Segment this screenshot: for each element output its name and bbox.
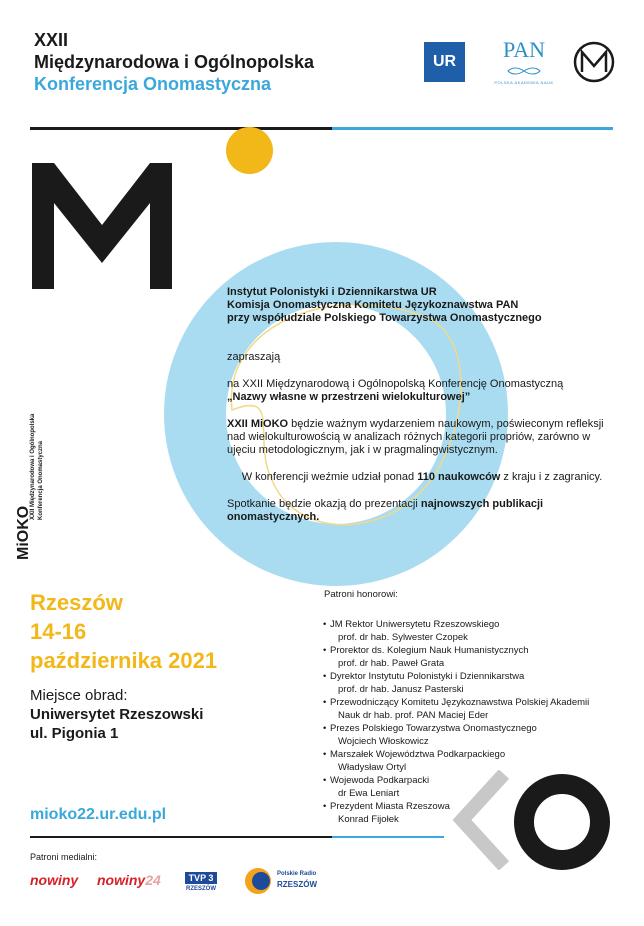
patron-name: Nauk dr hab. prof. PAN Maciej Eder <box>338 710 489 721</box>
conference-theme: „Nazwy własne w przestrzeni wielokulturowej” <box>227 391 471 403</box>
pan-infinity-icon <box>504 67 544 75</box>
patron-role: • Wojewoda Podkarpacki <box>330 775 430 786</box>
p2-text-b: z kraju i z zagranicy. <box>500 471 603 483</box>
nowiny24-number: 24 <box>145 872 161 888</box>
radio-city: RZESZÓW <box>277 880 317 889</box>
nowiny-logo: nowiny <box>30 872 79 888</box>
vertical-title-line-1: XXII Międzynarodowa i Ogólnopolska <box>30 413 36 520</box>
footer-rule-black <box>30 836 332 838</box>
organizer-2: Komisja Onomastyczna Komitetu Językoznawstwa PAN <box>227 299 519 311</box>
ur-logo: UR <box>424 42 465 82</box>
patron-name: prof. dr hab. Janusz Pasterski <box>338 684 464 695</box>
patrons-heading: Patroni honorowi: <box>324 589 398 600</box>
title-line-2: Międzynarodowa i Ogólnopolska <box>34 52 315 72</box>
list-item <box>324 618 614 644</box>
patron-name: Wojciech Włoskowicz <box>338 736 429 747</box>
yellow-dot <box>226 127 273 174</box>
tvp3-subtitle: RZESZÓW <box>186 886 216 892</box>
venue-name: Uniwersytet Rzeszowski <box>30 706 204 723</box>
vertical-title <box>29 414 45 520</box>
nowiny24-logo <box>97 872 161 888</box>
mioko-vertical-logo: MiOKO <box>15 505 32 560</box>
invitation-text <box>227 286 617 538</box>
tvp3-logo <box>182 868 220 898</box>
p1-text: będzie ważnym wydarzeniem naukowym, poświeconym refleksji nad wielokulturowością w analizach różnych kategorii propriów, zarówno w ujęciu metodologicznym, jak i w pragmalingwistycznym. <box>227 418 604 456</box>
big-m-graphic <box>32 163 172 289</box>
tvp3-box: TVP 3 <box>185 872 218 884</box>
radio-name: Polskie Radio <box>277 871 317 877</box>
p2-text-a: W konferencji weźmie udział ponad <box>241 471 418 483</box>
invite-word: zapraszają <box>227 351 281 363</box>
p3-text-a: Spotkanie będzie okazją do prezentacji <box>227 498 421 510</box>
list-item <box>324 670 614 696</box>
logos <box>422 37 618 85</box>
list-item <box>324 644 614 670</box>
p3-bold: najnowszych publikacji onomastycznych. <box>227 498 544 523</box>
polskie-radio-logo <box>245 868 325 898</box>
patron-name: Konrad Fijołek <box>338 814 399 825</box>
patron-name: Władysław Ortyl <box>338 762 407 773</box>
event-month: października 2021 <box>30 648 218 673</box>
conference-title <box>34 29 314 95</box>
gray-chevron-graphic <box>452 770 512 870</box>
patron-role: • JM Rektor Uniwersytetu Rzeszowskiego <box>330 619 500 630</box>
pto-monogram-icon <box>572 40 616 84</box>
vertical-title-line-2: Konferencja Onomastyczna <box>38 440 44 520</box>
patron-role: • Dyrektor Instytutu Polonistyki i Dziennikarstwa <box>330 671 525 682</box>
header-rule-black <box>30 127 332 130</box>
patron-role: • Prezydent Miasta Rzeszowa <box>330 801 450 812</box>
patron-name: prof. dr hab. Sylwester Czopek <box>338 632 468 643</box>
nowiny24-text: nowiny <box>97 872 146 888</box>
title-line-1: XXII <box>34 30 69 50</box>
venue <box>30 686 203 743</box>
pan-logo <box>494 37 554 85</box>
pan-logo-text: PAN <box>503 37 545 62</box>
patron-role: • Prezes Polskiego Towarzystwa Onomastycznego <box>330 723 537 734</box>
patron-role: • Przewodniczący Komitetu Językoznawstwa Polskiej Akademii <box>330 697 590 708</box>
p2-bold: 110 naukowców <box>417 471 501 483</box>
patron-name: dr Ewa Leniart <box>338 788 400 799</box>
patron-name: prof. dr hab. Paweł Grata <box>338 658 445 669</box>
p1-bold: XXII MiOKO <box>227 418 289 430</box>
organizer-1: Instytut Polonistyki i Dziennikarstwa UR <box>227 286 437 298</box>
organizer-3: przy współudziale Polskiego Towarzystwa Onomastycznego <box>227 312 542 324</box>
list-item <box>324 696 614 722</box>
footer-rule-blue <box>332 836 444 838</box>
pan-logo-subtitle: POLSKA AKADEMIA NAUK <box>494 80 554 85</box>
patron-role: • Prorektor ds. Kolegium Nauk Humanistycznych <box>330 645 529 656</box>
header-rule-blue <box>332 127 613 130</box>
vertical-caption <box>15 360 55 560</box>
radio-inner-circle-icon <box>252 872 270 890</box>
patron-role: • Marszałek Województwa Podkarpackiego <box>330 749 506 760</box>
conference-line: na XXII Międzynarodową i Ogólnopolską Konferencję Onomastyczną <box>227 378 564 390</box>
event-place-date <box>30 588 217 675</box>
venue-label: Miejsce obrad: <box>30 687 128 704</box>
media-patrons-label: Patroni medialni: <box>30 852 98 862</box>
black-o-graphic <box>512 772 612 872</box>
event-dates: 14-16 <box>30 619 87 644</box>
list-item <box>324 722 614 748</box>
title-line-3: Konferencja Onomastyczna <box>34 74 272 94</box>
website-link[interactable]: mioko22.ur.edu.pl <box>30 806 167 823</box>
event-city: Rzeszów <box>30 590 123 615</box>
venue-address: ul. Pigonia 1 <box>30 725 119 742</box>
